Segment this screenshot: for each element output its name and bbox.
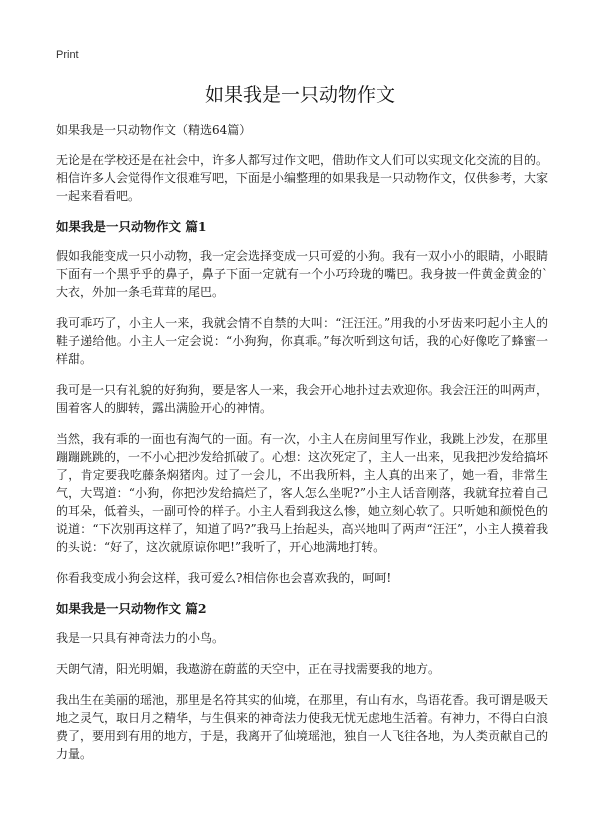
- section-1-paragraph-3: 我可是一只有礼貌的好狗狗，要是客人一来，我会开心地扑过去欢迎你。我会汪汪的叫两声，围着客人的脚转，露出满脸开心的神情。: [56, 383, 549, 415]
- document-body: [56, 122, 548, 776]
- section-heading-2: 如果我是一只动物作文 篇2: [56, 601, 207, 616]
- document-subtitle: 如果我是一只动物作文（精选64篇）: [56, 123, 252, 137]
- document-title: 如果我是一只动物作文: [204, 84, 395, 106]
- section-1-paragraph-5: 你看我变成小狗会这样，我可爱么?相信你也会喜欢我的，呵呵!: [56, 571, 392, 585]
- section-heading-1: 如果我是一只动物作文 篇1: [56, 219, 207, 234]
- section-2-paragraph-3: 我出生在美丽的瑶池，那里是名符其实的仙境，在那里，有山有水，鸟语花香。我可谓是吸天地之灵气，取日月之精华，与生俱来的神奇法力使我无忧无虑地生活着。有神力，不得白白浪费了，要用到有用的地方，于是，我离开了仙境瑶池，独自一人飞往各地，为人类贡献自己的力量。: [56, 693, 549, 761]
- section-1-paragraph-1: 假如我能变成一只小动物，我一定会选择变成一只可爱的小狗。我有一双小小的眼睛，小眼睛下面有一个黑乎乎的鼻子，鼻子下面一定就有一个小巧玲珑的嘴巴。我身披一件黄金黄金的`大衣，外加一条毛茸茸的尾巴。: [56, 249, 549, 299]
- print-link[interactable]: Print: [56, 49, 79, 61]
- intro-paragraph: 无论是在学校还是在社会中，许多人都写过作文吧，借助作文人们可以实现文化交流的目的。相信许多人会觉得作文很难写吧，下面是小编整理的如果我是一只动物作文，仅供参考，大家一起来看看吧。: [56, 153, 549, 203]
- section-1-paragraph-2: 我可乖巧了，小主人一来，我就会情不自禁的大叫：“汪汪汪。”用我的小牙齿来叼起小主人的鞋子递给他。小主人一定会说：“小狗狗，你真乖。”每次听到这句话，我的心好像吃了蜂蜜一样甜。: [56, 316, 548, 366]
- section-2-paragraph-1: 我是一只具有神奇法力的小鸟。: [56, 631, 225, 645]
- section-2-paragraph-2: 天朗气清，阳光明媚，我遨游在蔚蓝的天空中，正在寻找需要我的地方。: [56, 662, 441, 676]
- section-1-paragraph-4: 当然，我有乖的一面也有淘气的一面。有一次，小主人在房间里写作业，我跳上沙发，在那里蹦蹦跳跳的，一不小心把沙发给抓破了。心想：这次死定了，主人一出来，见我把沙发给搞坏了，肯定要我吃藤条焖猪肉。过了一会儿，不出我所料，主人真的出来了，她一看，非常生气，大骂道：“小狗，你把沙发给搞烂了，客人怎么坐呢?”小主人话音刚落，我就耷拉着自己的耳朵，低着头，一副可怜的样子。小主人看到我这么惨，她立刻心软了。只听她和颜悦色的说道：“下次别再这样了，知道了吗?”我马上抬起头，高兴地叫了两声“汪汪”，小主人摸着我的头说：“好了，这次就原谅你吧!”我听了，开心地满地打转。: [56, 432, 549, 554]
